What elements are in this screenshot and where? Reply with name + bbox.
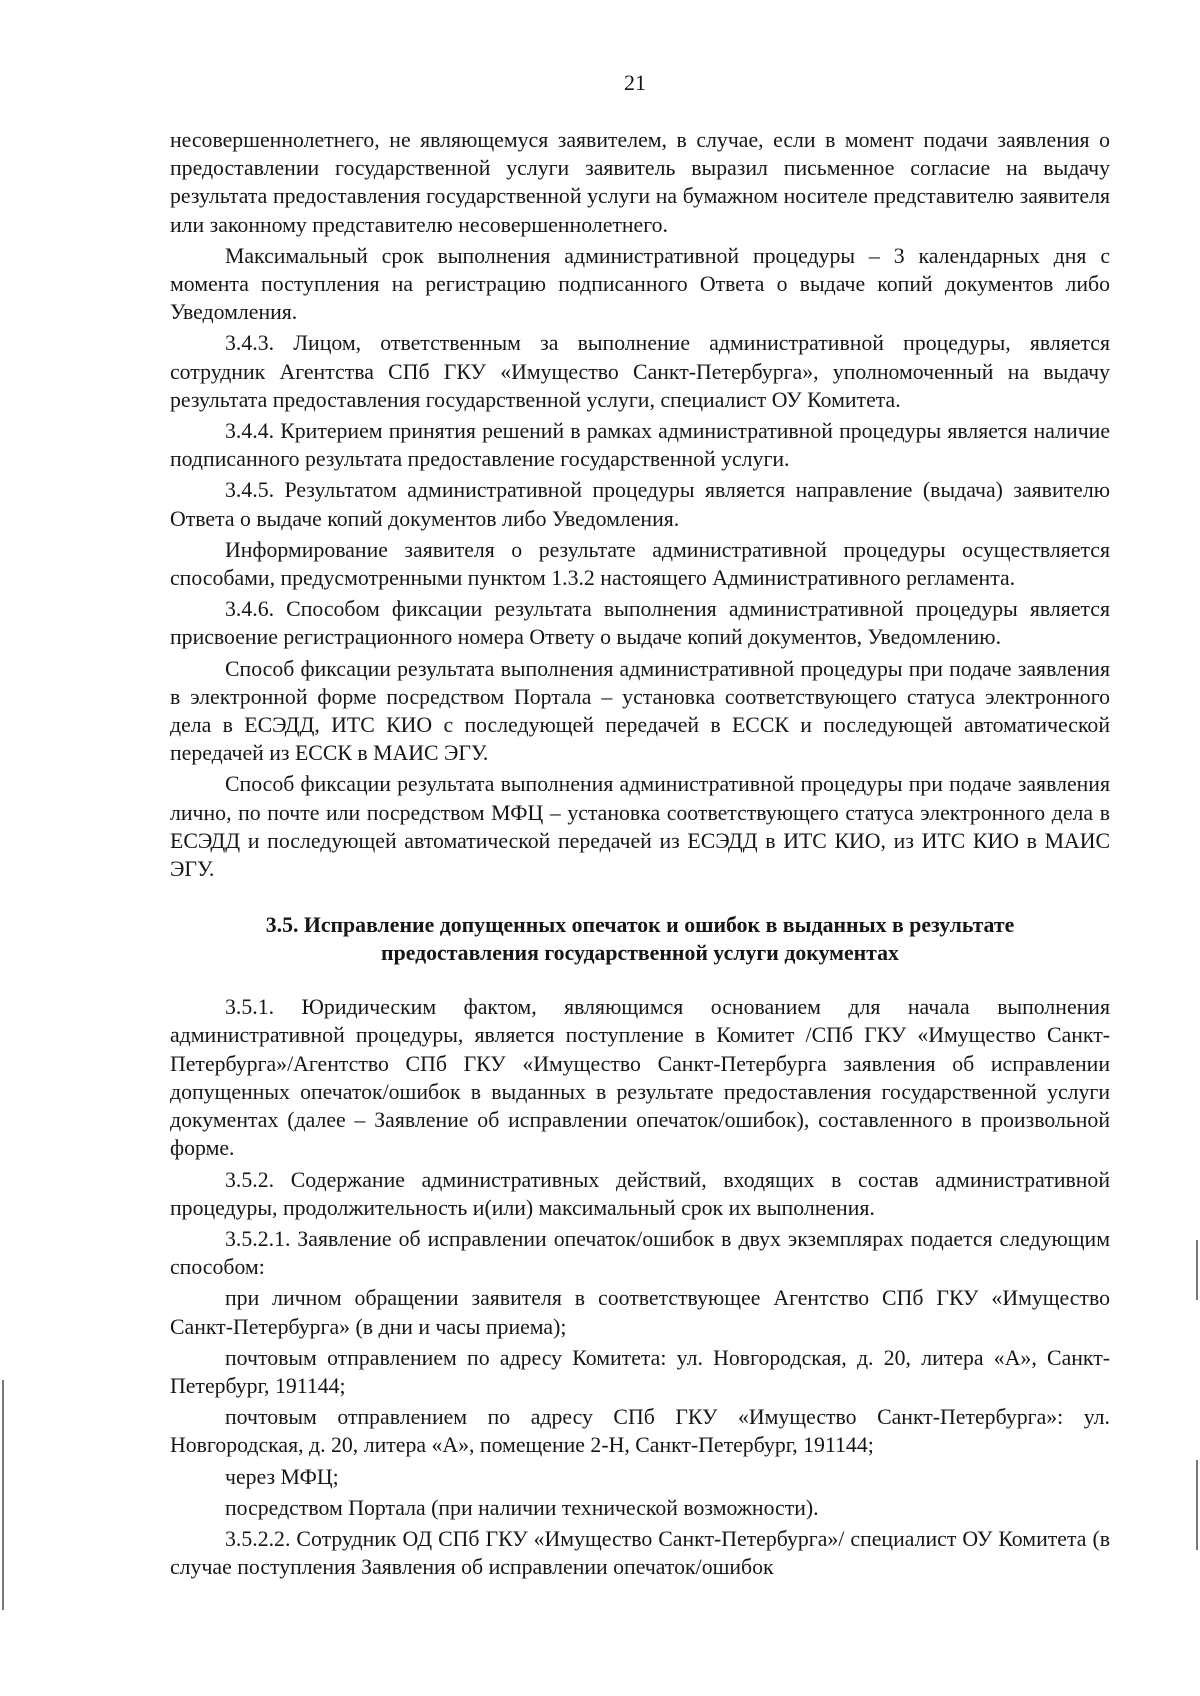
paragraph: 3.5.2.2. Сотрудник ОД СПб ГКУ «Имущество Санкт-Петербурга»/ специалист ОУ Комитета (в случае поступления Заявления об исправлении опечаток/ошибок [170,1526,1110,1580]
scan-edge-line-right [1196,1240,1198,1300]
paragraph: 3.4.3. Лицом, ответственным за выполнение административной процедуры, является сотрудник Агентства СПб ГКУ «Имущество Санкт-Петербурга», уполномоченный на выдачу результата предоставления государственной услуги, специалист ОУ Комитета. [170,331,1110,412]
paragraph: 3.5.2.1. Заявление об исправлении опечаток/ошибок в двух экземплярах подается следующим способом: [170,1226,1110,1280]
scan-edge-line-left [2,1380,4,1610]
paragraph: 3.5.1. Юридическим фактом, являющимся основанием для начала выполнения административной процедуры, является поступление в Комитет /СПб ГКУ «Имущество Санкт-Петербурга»/Агентство СПб ГКУ «Имущество Санкт-Петербурга заявления об исправлении допущенных опечаток/ошибок в выданных в результате предоставления государственной услуги документах (далее – Заявление об исправлении опечаток/ошибок), составленного в произвольной форме. [170,995,1110,1161]
scan-edge-line-right [1196,1460,1198,1550]
section-heading-line1: 3.5. Исправление допущенных опечаток и ошибок в выданных в результате [265,913,1015,938]
paragraph: 3.4.4. Критерием принятия решений в рамках административной процедуры является наличие подписанного результата предоставление государственной услуги. [170,419,1110,472]
section-heading [170,911,1110,967]
section-heading-line2: предоставления государственной услуги документах [381,941,899,966]
paragraph: посредством Портала (при наличии технической возможности). [225,1495,819,1520]
paragraph: Способ фиксации результата выполнения административной процедуры при подаче заявления в электронной форме посредством Портала – установка соответствующего статуса электронного дела в ЕСЭДД, ИТС КИО с последующей передачей в ЕССК и последующей автоматической передачей из ЕССК в МАИС ЭГУ. [170,656,1110,766]
paragraph: Способ фиксации результата выполнения административной процедуры при подаче заявления лично, по почте или посредством МФЦ – установка соответствующего статуса электронного дела в ЕСЭДД и последующей автоматической передачей из ЕСЭДД в ИТС КИО, из ИТС КИО в МАИС ЭГУ. [170,772,1110,882]
paragraph: при личном обращении заявителя в соответствующее Агентство СПб ГКУ «Имущество Санкт-Петербурга» (в дни и часы приема); [170,1286,1110,1339]
paragraph: 3.4.5. Результатом административной процедуры является направление (выдача) заявителю Ответа о выдаче копий документов либо Уведомления. [170,478,1110,531]
paragraph: 3.5.2. Содержание административных действий, входящих в состав административной процедуры, продолжительность и(или) максимальный срок их выполнения. [170,1167,1110,1220]
paragraph: почтовым отправлением по адресу СПб ГКУ «Имущество Санкт-Петербурга»: ул. Новгородская, д. 20, литера «А», помещение 2-Н, Санкт-Петербург, 191144; [170,1405,1110,1458]
paragraph: через МФЦ; [225,1464,339,1489]
paragraph: 3.4.6. Способом фиксации результата выполнения административной процедуры является присвоение регистрационного номера Ответу о выдаче копий документов, Уведомлению. [170,597,1110,650]
paragraph: почтовым отправлением по адресу Комитета: ул. Новгородская, д. 20, литера «А», Санкт-Петербург, 191144; [170,1345,1110,1398]
paragraph: несовершеннолетнего, не являющемуся заявителем, в случае, если в момент подачи заявления о предоставлении государственной услуги заявитель выразил письменное согласие на выдачу результата предоставления государственной услуги на бумажном носителе представителю заявителя или законному представителю несовершеннолетнего. [170,128,1110,237]
document-body [170,126,1110,1581]
page-number: 21 [624,70,646,95]
paragraph: Информирование заявителя о результате административной процедуры осуществляется способами, предусмотренными пунктом 1.3.2 настоящего Административного регламента. [170,537,1110,591]
paragraph: Максимальный срок выполнения административной процедуры – 3 календарных дня с момента поступления на регистрацию подписанного Ответа о выдаче копий документов либо Уведомления. [170,243,1110,325]
